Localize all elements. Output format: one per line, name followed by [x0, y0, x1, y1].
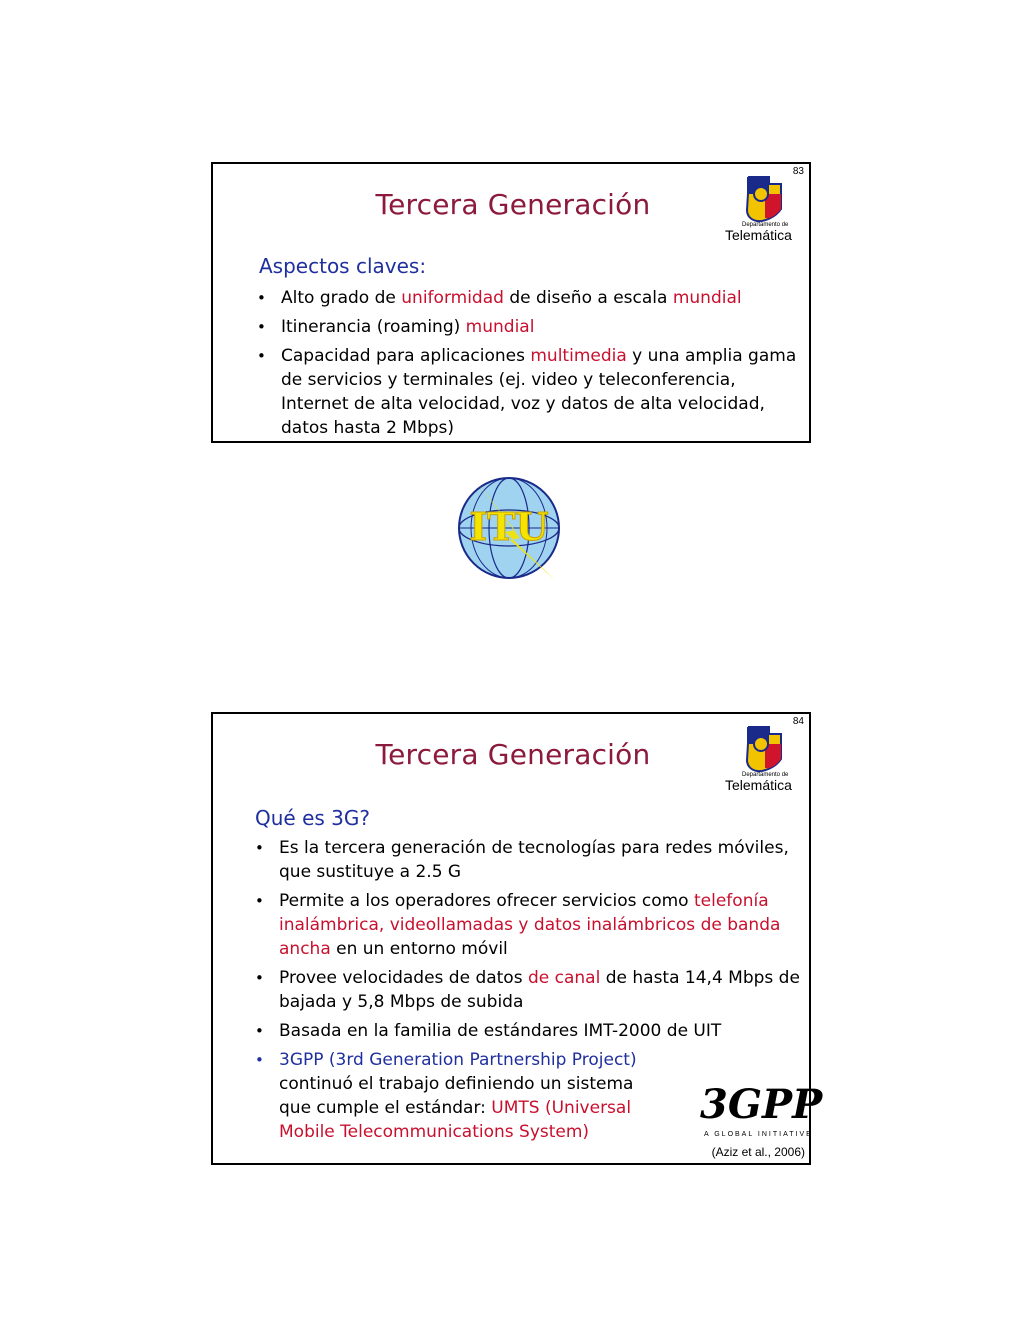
list-item: • Itinerancia (roaming) mundial: [253, 315, 808, 339]
list-item: • Provee velocidades de datos de canal de hasta 14,4 Mbps de bajada y 5,8 Mbps de subida: [251, 966, 806, 1014]
bullet-list: [253, 286, 808, 445]
telematica-shield-icon: [725, 174, 805, 224]
list-item: • Permite a los operadores ofrecer servicios como telefonía inalámbrica, videollamadas y datos inalámbricos de banda ancha en un entorno móvil: [251, 889, 806, 961]
list-item: • Capacidad para aplicaciones multimedia y una amplia gama de servicios y terminales (ej. video y teleconferencia, Internet de alta velocidad, voz y datos de alta velocidad, datos hasta 2 Mbps): [253, 344, 808, 440]
telematica-logo: Departamento de Telemática: [725, 174, 805, 242]
slide-title: Tercera Generación: [375, 188, 651, 221]
section-subtitle: Qué es 3G?: [255, 806, 370, 830]
slide-number: 84: [792, 716, 804, 727]
list-item: • Alto grado de uniformidad de diseño a escala mundial: [253, 286, 808, 310]
list-item: • 3GPP (3rd Generation Partnership Project) continuó el trabajo definiendo un sistema que cumple el estándar: UMTS (Universal Mobile Telecommunications System): [251, 1048, 669, 1144]
svg-text:ITU: ITU: [469, 504, 549, 549]
3gpp-logo: [698, 1074, 823, 1142]
svg-text:3GPP: 3GPP: [700, 1081, 823, 1128]
list-item: • Basada en la familia de estándares IMT-2000 de UIT: [251, 1019, 806, 1043]
section-subtitle: Aspectos claves:: [259, 254, 427, 278]
slide-title: Tercera Generación: [375, 738, 651, 771]
itu-globe-icon: [455, 470, 567, 582]
slide-84: [211, 712, 823, 1165]
list-item: • Es la tercera generación de tecnologías para redes móviles, que sustituye a 2.5 G: [251, 836, 806, 884]
slide-83: [211, 162, 811, 443]
telematica-shield-icon: [725, 724, 805, 774]
3gpp-logo-icon: [698, 1074, 823, 1142]
telematica-logo: Departamento de Telemática: [725, 724, 805, 792]
itu-logo: [455, 470, 567, 582]
citation: (Aziz et al., 2006): [711, 1145, 805, 1159]
slide-number: 83: [792, 166, 804, 177]
svg-text:A GLOBAL INITIATIVE: A GLOBAL INITIATIVE: [704, 1131, 813, 1138]
